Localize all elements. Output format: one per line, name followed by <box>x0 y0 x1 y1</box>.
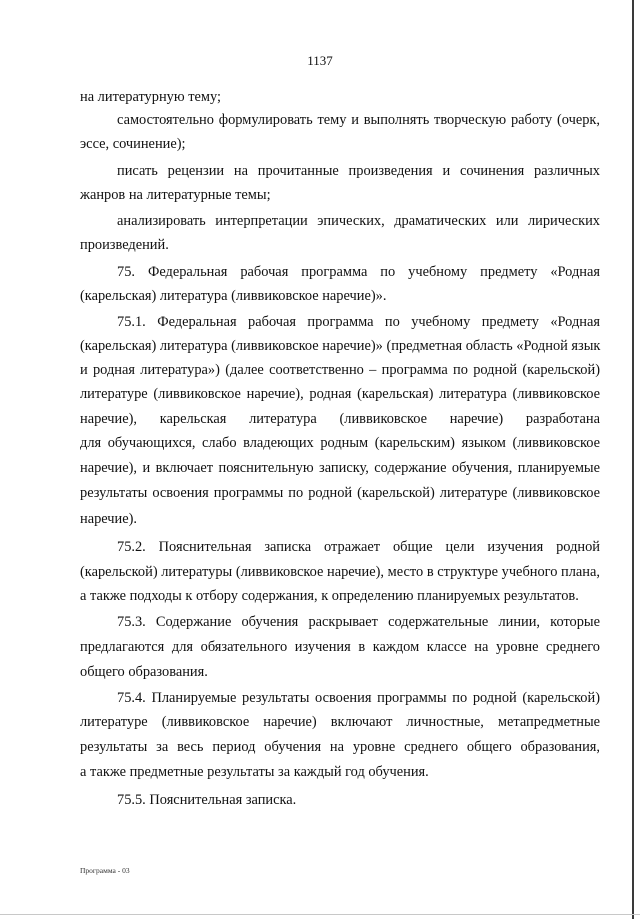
text-line: литературе (ливвиковское наречие) включают личностные, метапредметные <box>80 714 600 730</box>
page-number: 1137 <box>307 53 333 68</box>
text-line: для обучающихся, слабо владеющих родным (карельским) языком (ливвиковское <box>80 435 600 451</box>
text-line: анализировать интерпретации эпических, драматических или лирических <box>117 213 600 229</box>
paragraph-75-5-heading: 75.5. Пояснительная записка. <box>117 792 297 808</box>
paragraph-75-4-start: 75.4. Планируемые результаты освоения программы по родной (карельской) <box>117 690 600 706</box>
text-line: а также предметные результаты за каждый год обучения. <box>80 764 429 780</box>
text-line: литературе (ливвиковское наречие), родная (карельская) литература (ливвиковское <box>80 386 600 402</box>
page-edge-shadow <box>632 0 634 919</box>
text-line: общего образования. <box>80 664 208 680</box>
text-line: результаты за весь период обучения на уровне среднего общего образования, <box>80 739 600 755</box>
text-line: результаты освоения программы по родной (карельской) литературе (ливвиковское <box>80 485 600 501</box>
text-line: эссе, сочинение); <box>80 136 186 152</box>
text-line: на литературную тему; <box>80 89 221 105</box>
footer-label: Программа - 03 <box>80 866 130 875</box>
paragraph-75-2-start: 75.2. Пояснительная записка отражает общие цели изучения родной <box>117 539 600 555</box>
text-line: самостоятельно формулировать тему и выполнять творческую работу (очерк, <box>117 112 600 128</box>
text-line: произведений. <box>80 237 169 253</box>
text-line: наречие), и включает пояснительную записку, содержание обучения, планируемые <box>80 460 600 476</box>
text-line: предлагаются для обязательного изучения в каждом классе на уровне среднего <box>80 639 600 655</box>
text-line: (карельской) литературы (ливвиковское наречие), место в структуре учебного плана, <box>80 564 600 580</box>
text-line: наречие). <box>80 511 138 527</box>
text-line: наречие), карельская литература (ливвиковское наречие) разработана <box>80 411 600 427</box>
paragraph-75-1-start: 75.1. Федеральная рабочая программа по учебному предмету «Родная <box>117 314 600 330</box>
text-line: (карельская) литература (ливвиковское наречие)» (предметная область «Родной язык <box>80 338 601 354</box>
text-line: и родная литература») (далее соответственно – программа по родной (карельской) <box>80 362 600 378</box>
paragraph-75-3-start: 75.3. Содержание обучения раскрывает содержательные линии, которые <box>117 614 600 630</box>
text-line: а также подходы к отбору содержания, к определению планируемых результатов. <box>80 588 579 604</box>
page-bottom-edge <box>0 914 640 915</box>
text-line: (карельская) литература (ливвиковское наречие)». <box>80 288 387 304</box>
text-line: жанров на литературные темы; <box>80 187 271 203</box>
section-heading-75: 75. Федеральная рабочая программа по учебному предмету «Родная <box>117 264 600 280</box>
text-line: писать рецензии на прочитанные произведения и сочинения различных <box>117 163 600 179</box>
